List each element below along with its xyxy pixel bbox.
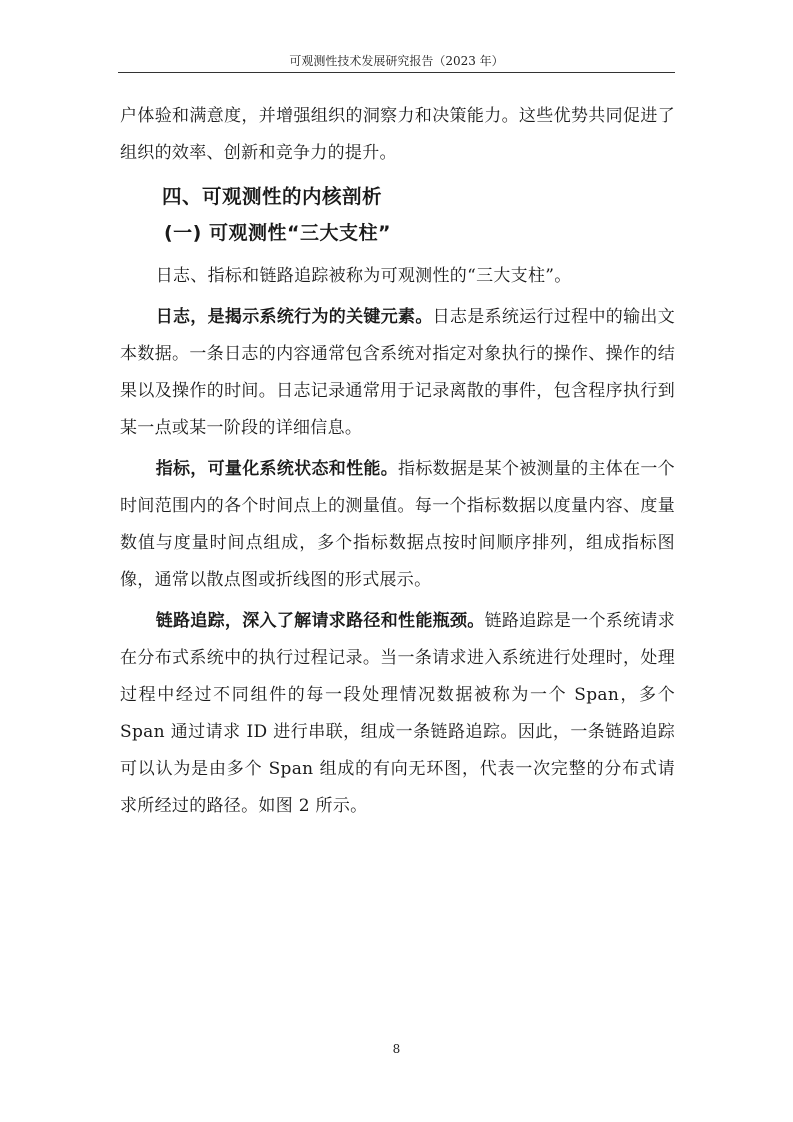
subsection-heading: (一) 可观测性“三大支柱” (164, 222, 391, 244)
logs-paragraph (120, 299, 675, 447)
metrics-paragraph (120, 451, 675, 599)
intro-paragraph: 日志、指标和链路追踪被称为可观测性的“三大支柱”。 (155, 266, 572, 286)
running-header: 可观测性技术发展研究报告（2023 年） (289, 54, 504, 68)
traces-paragraph (120, 603, 675, 825)
metrics-lead: 指标，可量化系统状态和性能。 (155, 459, 399, 479)
logs-text: 日志是系统运行过程中的输出文本数据。一条日志的内容通常包含系统对指定对象执行的操作、操作的结果以及操作的时间。日志记录通常用于记录离散的事件，包含程序执行到某一点或某一阶段的详细信息。 (120, 307, 675, 438)
continuation-paragraph: 户体验和满意度，并增强组织的洞察力和决策能力。这些优势共同促进了组织的效率、创新和竞争力的提升。 (120, 106, 675, 163)
section-heading: 四、可观测性的内核剖析 (162, 185, 383, 208)
metrics-text: 指标数据是某个被测量的主体在一个时间范围内的各个时间点上的测量值。每一个指标数据以度量内容、度量数值与度量时间点组成，多个指标数据点按时间顺序排列，组成指标图像，通常以散点图或折线图的形式展示。 (120, 459, 675, 590)
header-divider (118, 72, 675, 73)
traces-lead: 链路追踪，深入了解请求路径和性能瓶颈。 (155, 611, 485, 631)
page-number: 8 (392, 1042, 401, 1056)
traces-text: 链路追踪是一个系统请求在分布式系统中的执行过程记录。当一条请求进入系统进行处理时，处理过程中经过不同组件的每一段处理情况数据被称为一个 Span，多个 Span 通过请求 ID 进行串联，组成一条链路追踪。因此，一条链路追踪可以认为是由多个 Span 组成的有向无环图，代表一次完整的分布式请求所经过的路径。如图 2 所示。 (120, 611, 675, 816)
document-body (120, 98, 675, 825)
logs-lead: 日志，是揭示系统行为的关键元素。 (155, 307, 433, 327)
